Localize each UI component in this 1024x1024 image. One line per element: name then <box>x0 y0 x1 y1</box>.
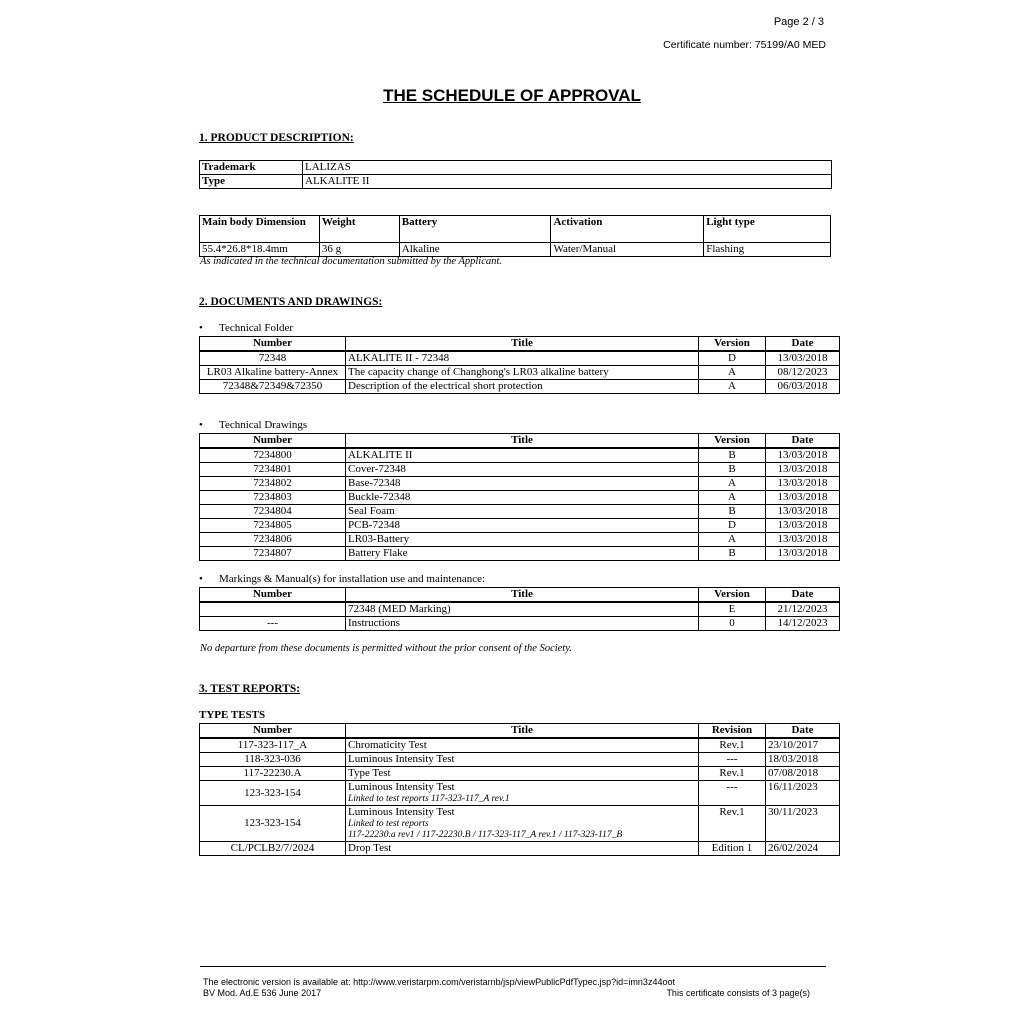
table-cell: Rev.1 <box>699 767 766 781</box>
table-cell: Rev.1 <box>699 738 766 753</box>
type-tests-heading: TYPE TESTS <box>199 709 266 721</box>
table-row <box>200 602 840 617</box>
table-cell: 13/03/2018 <box>766 448 840 463</box>
column-header: Number <box>200 724 346 739</box>
table-cell: 117-22230.A <box>200 767 346 781</box>
table-row <box>200 351 840 366</box>
table-cell: --- <box>699 781 766 806</box>
column-header: Light type <box>704 216 831 243</box>
table-row <box>200 175 832 189</box>
table-row <box>200 505 840 519</box>
product-spec-table <box>199 215 831 257</box>
column-header: Version <box>699 588 766 603</box>
page-number: Page 2 / 3 <box>773 16 824 28</box>
markings-manuals-label <box>199 573 485 585</box>
table-row <box>200 491 840 505</box>
table-row <box>200 366 840 380</box>
table-row <box>200 738 840 753</box>
table-cell: 7234806 <box>200 533 346 547</box>
column-header: Title <box>346 434 699 449</box>
table-cell: 13/03/2018 <box>766 505 840 519</box>
table-cell: Rev.1 <box>699 806 766 842</box>
column-header: Battery <box>399 216 551 243</box>
table-cell: 7234803 <box>200 491 346 505</box>
markings-table <box>199 587 840 631</box>
bullet-text: Markings & Manual(s) for installation use and maintenance: <box>219 573 486 585</box>
table-row <box>200 767 840 781</box>
table-cell: B <box>699 448 766 463</box>
table-cell: A <box>699 366 766 380</box>
column-header: Title <box>346 337 699 352</box>
table-row <box>200 380 840 394</box>
table-cell <box>346 753 699 767</box>
table-cell: PCB-72348 <box>346 519 699 533</box>
table-cell: Description of the electrical short protection <box>346 380 699 394</box>
table-row <box>200 519 840 533</box>
technical-folder-table <box>199 336 840 394</box>
table-cell: 7234800 <box>200 448 346 463</box>
table-cell: Seal Foam <box>346 505 699 519</box>
table-cell: 72348 <box>200 351 346 366</box>
trademark-label: Trademark <box>200 161 303 175</box>
type-label: Type <box>200 175 303 189</box>
table-row <box>200 463 840 477</box>
table-cell: 123-323-154 <box>200 806 346 842</box>
report-link-list: 117-22230.a rev1 / 117-22230.B / 117-323-117_A rev.1 / 117-323-117_B <box>348 830 623 840</box>
table-cell: 30/11/2023 <box>766 806 840 842</box>
column-header: Number <box>200 588 346 603</box>
bullet-icon: • <box>199 573 203 585</box>
table-cell: 7234805 <box>200 519 346 533</box>
column-header: Revision <box>699 724 766 739</box>
table-cell: Instructions <box>346 617 699 631</box>
report-title: Luminous Intensity Test <box>348 753 455 765</box>
table-row <box>200 243 831 257</box>
column-header: Date <box>766 588 840 603</box>
table-header-row <box>200 337 840 352</box>
column-header: Date <box>766 337 840 352</box>
column-header: Main body Dimension <box>200 216 320 243</box>
type-value: ALKALITE II <box>303 175 832 189</box>
table-cell: 13/03/2018 <box>766 463 840 477</box>
table-cell: Base-72348 <box>346 477 699 491</box>
table-row <box>200 842 840 856</box>
table-cell: 13/03/2018 <box>766 533 840 547</box>
report-link-note: Linked to test reports <box>348 819 429 829</box>
report-link-note: Linked to test reports 117-323-117_A rev.1 <box>348 794 510 804</box>
table-cell: Buckle-72348 <box>346 491 699 505</box>
table-cell: 08/12/2023 <box>766 366 840 380</box>
table-header-row <box>200 434 840 449</box>
column-header: Weight <box>319 216 399 243</box>
column-header: Version <box>699 434 766 449</box>
table-cell: 118-323-036 <box>200 753 346 767</box>
report-title: Chromaticity Test <box>348 739 427 751</box>
table-cell: 123-323-154 <box>200 781 346 806</box>
report-title: Luminous Intensity Test <box>348 806 455 818</box>
table-cell: 7234807 <box>200 547 346 561</box>
column-header: Number <box>200 337 346 352</box>
table-cell: E <box>699 602 766 617</box>
section-documents-heading: 2. DOCUMENTS AND DRAWINGS: <box>199 296 383 308</box>
column-header: Activation <box>551 216 704 243</box>
trademark-value: LALIZAS <box>303 161 832 175</box>
column-header: Title <box>346 588 699 603</box>
table-cell: B <box>699 547 766 561</box>
departure-note: No departure from these documents is permitted without the prior consent of the Society. <box>200 643 572 654</box>
table-row <box>200 547 840 561</box>
table-cell <box>346 767 699 781</box>
footer-electronic-version: The electronic version is available at: http://www.veristarpm.com/veristarnb/jsp/viewPublicPdfTypec.jsp?id=imn3z44oot <box>203 977 675 987</box>
table-row <box>200 448 840 463</box>
table-cell <box>200 602 346 617</box>
table-row <box>200 533 840 547</box>
report-title: Luminous Intensity Test <box>348 781 455 793</box>
page-title: THE SCHEDULE OF APPROVAL <box>383 86 641 105</box>
documentation-note: As indicated in the technical documentation submitted by the Applicant. <box>200 256 502 267</box>
table-row <box>200 753 840 767</box>
table-cell: CL/PCLB2/7/2024 <box>200 842 346 856</box>
table-cell <box>346 806 699 842</box>
table-cell: 72348 (MED Marking) <box>346 602 699 617</box>
certificate-number: Certificate number: 75199/A0 MED <box>663 39 826 51</box>
table-cell: 7234804 <box>200 505 346 519</box>
column-header: Date <box>766 724 840 739</box>
table-cell: 21/12/2023 <box>766 602 840 617</box>
table-cell: 06/03/2018 <box>766 380 840 394</box>
bullet-text: Technical Drawings <box>219 419 308 431</box>
table-cell: 26/02/2024 <box>766 842 840 856</box>
table-cell: 117-323-117_A <box>200 738 346 753</box>
table-cell: 13/03/2018 <box>766 477 840 491</box>
table-cell: B <box>699 505 766 519</box>
table-cell <box>346 738 699 753</box>
table-cell: Battery Flake <box>346 547 699 561</box>
table-cell: 18/03/2018 <box>766 753 840 767</box>
table-cell: 23/10/2017 <box>766 738 840 753</box>
table-cell: --- <box>200 617 346 631</box>
table-row <box>200 617 840 631</box>
table-cell: ALKALITE II <box>346 448 699 463</box>
table-cell: A <box>699 491 766 505</box>
bullet-icon: • <box>199 322 203 334</box>
bullet-text: Technical Folder <box>219 322 294 334</box>
table-cell: 55.4*26.8*18.4mm <box>200 243 320 257</box>
table-row <box>200 477 840 491</box>
type-tests-table <box>199 723 840 856</box>
table-cell: Water/Manual <box>551 243 704 257</box>
table-row <box>200 781 840 806</box>
table-cell: 7234802 <box>200 477 346 491</box>
table-cell: A <box>699 380 766 394</box>
table-cell: Alkaline <box>399 243 551 257</box>
table-cell: 07/08/2018 <box>766 767 840 781</box>
technical-drawings-label <box>199 419 307 431</box>
table-cell: 72348&72349&72350 <box>200 380 346 394</box>
technical-drawings-table <box>199 433 840 561</box>
table-cell: 13/03/2018 <box>766 519 840 533</box>
footer-page-count: This certificate consists of 3 page(s) <box>666 988 810 998</box>
table-cell: 36 g <box>319 243 399 257</box>
table-header-row <box>200 724 840 739</box>
table-cell: Flashing <box>704 243 831 257</box>
table-cell: 0 <box>699 617 766 631</box>
table-row <box>200 806 840 842</box>
table-cell: D <box>699 351 766 366</box>
report-title: Type Test <box>348 767 391 779</box>
bullet-icon: • <box>199 419 203 431</box>
table-cell <box>346 781 699 806</box>
footer-divider <box>200 966 826 967</box>
table-cell: Edition 1 <box>699 842 766 856</box>
table-header-row <box>200 216 831 243</box>
technical-folder-label <box>199 322 293 334</box>
table-cell: D <box>699 519 766 533</box>
table-header-row <box>200 588 840 603</box>
trademark-table <box>199 160 832 189</box>
table-cell: 14/12/2023 <box>766 617 840 631</box>
table-cell: --- <box>699 753 766 767</box>
table-cell: The capacity change of Changhong's LR03 alkaline battery <box>346 366 699 380</box>
footer-form-reference: BV Mod. Ad.E 536 June 2017 <box>203 988 322 998</box>
section-test-reports-heading: 3. TEST REPORTS: <box>199 683 301 695</box>
column-header: Date <box>766 434 840 449</box>
column-header: Number <box>200 434 346 449</box>
table-cell <box>346 842 699 856</box>
report-title: Drop Test <box>348 842 392 854</box>
table-cell: 16/11/2023 <box>766 781 840 806</box>
table-cell: Cover-72348 <box>346 463 699 477</box>
table-cell: B <box>699 463 766 477</box>
section-product-description-heading: 1. PRODUCT DESCRIPTION: <box>199 132 354 144</box>
table-cell: 13/03/2018 <box>766 351 840 366</box>
table-cell: A <box>699 477 766 491</box>
table-cell: 13/03/2018 <box>766 547 840 561</box>
table-cell: LR03 Alkaline battery-Annex <box>200 366 346 380</box>
table-cell: 7234801 <box>200 463 346 477</box>
table-row <box>200 161 832 175</box>
table-cell: A <box>699 533 766 547</box>
table-cell: ALKALITE II - 72348 <box>346 351 699 366</box>
table-cell: 13/03/2018 <box>766 491 840 505</box>
column-header: Title <box>346 724 699 739</box>
column-header: Version <box>699 337 766 352</box>
table-cell: LR03-Battery <box>346 533 699 547</box>
